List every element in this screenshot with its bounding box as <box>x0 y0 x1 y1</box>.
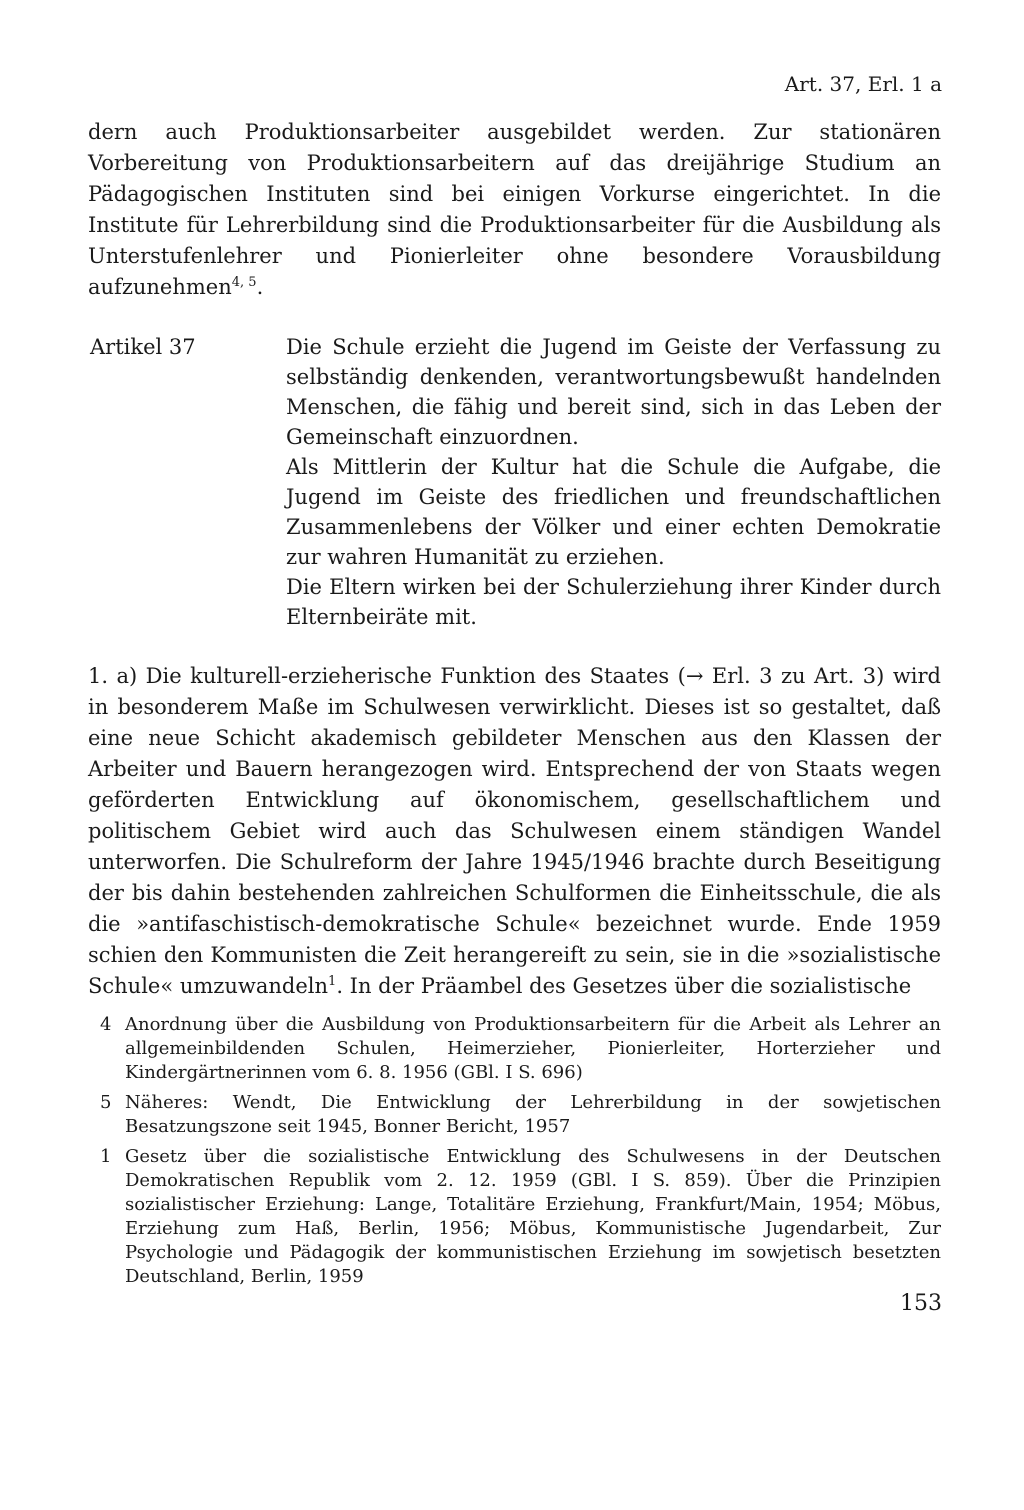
article-label: Artikel 37 <box>90 335 196 359</box>
footnote-ref-4-5: 4, 5 <box>231 275 257 290</box>
footnote-ref-1: 1 <box>328 974 337 989</box>
footnotes <box>100 1013 941 1295</box>
commentary-paragraph <box>88 661 941 1002</box>
commentary-text: 1. a) Die kulturell-erzieherische Funktion des Staates (→ Erl. 3 zu Art. 3) wird in besonderem Maße im Schulwesen verwirklicht. Dieses ist so gestaltet, daß eine neue Schicht akademisch gebildeter Menschen aus den Klassen der Arbeiter und Bauern herangezogen wird. Entsprechend der von Staats wegen geförderten Entwicklung auf ökonomischem, gesellschaftlichem und politischem Gebiet wird auch das Schulwesen einem ständigen Wandel unterworfen. Die Schulreform der Jahre 1945/1946 brachte durch Beseitigung der bis dahin bestehenden zahlreichen Schulformen die Einheitsschule, die als die »antifaschistisch-demokratische Schule« bezeichnet wurde. Ende 1959 schien den Kommunisten die Zeit herangereift zu sein, sie in die »sozialistische Schule« umzuwandeln <box>88 664 941 998</box>
article-paragraph: Als Mittlerin der Kultur hat die Schule die Aufgabe, die Jugend im Geiste des friedlichen und freundschaftlichen Zusammenlebens der Völker und einer echten Demokratie zur wahren Humanität zu erziehen. <box>286 455 941 569</box>
running-head: Art. 37, Erl. 1 a <box>784 72 942 96</box>
continuation-end: . <box>256 275 264 299</box>
article-paragraph: Die Schule erzieht die Jugend im Geiste der Verfassung zu selbständig denkenden, verantwortungsbewußt handelnden Menschen, die fähig und bereit sind, sich in das Leben der Gemeinschaft einzuordnen. <box>286 335 941 449</box>
article-text <box>286 332 941 632</box>
article-paragraph: Die Eltern wirken bei der Schulerziehung ihrer Kinder durch Elternbeiräte mit. <box>286 575 941 629</box>
continuation-text: dern auch Produktionsarbeiter ausgebildet werden. Zur stationären Vorbereitung von Produktionsarbeitern auf das dreijährige Studium an Pädagogischen Instituten sind bei einigen Vorkurse eingerichtet. In die Institute für Lehrerbildung sind die Produktionsarbeiter für die Ausbildung als Unterstufenlehrer und Pionierleiter ohne besondere Vorausbildung aufzunehmen <box>88 120 941 299</box>
footnote-text: Gesetz über die sozialistische Entwicklung des Schulwesens in der Deutschen Demokratischen Republik vom 2. 12. 1959 (GBl. I S. 859). Über die Prinzipien sozialistischer Erziehung: Lange, Totalitäre Erziehung, Frankfurt/Main, 1954; Möbus, Erziehung zum Haß, Berlin, 1956; Möbus, Kommunistische Jugendarbeit, Zur Psychologie und Pädagogik der kommunistischen Erziehung im sowjetisch besetzten Deutschland, Berlin, 1959 <box>125 1146 941 1287</box>
footnote <box>100 1145 941 1289</box>
footnote-number: 1 <box>100 1146 112 1167</box>
footnote-text: Näheres: Wendt, Die Entwicklung der Lehrerbildung in der sowjetischen Besatzungszone seit 1945, Bonner Bericht, 1957 <box>125 1092 941 1137</box>
footnote <box>100 1091 941 1139</box>
footnote-number: 4 <box>100 1014 112 1035</box>
page-number: 153 <box>900 1291 942 1316</box>
commentary-text-after: . In der Präambel des Gesetzes über die sozialistische <box>336 974 912 998</box>
footnote <box>100 1013 941 1085</box>
footnote-text: Anordnung über die Ausbildung von Produktionsarbeitern für die Arbeit als Lehrer an allgemeinbildenden Schulen, Heimerzieher, Pionierleiter, Horterzieher und Kindergärtnerinnen vom 6. 8. 1956 (GBl. I S. 696) <box>125 1014 941 1083</box>
footnote-number: 5 <box>100 1092 112 1113</box>
continuation-paragraph <box>88 117 941 303</box>
